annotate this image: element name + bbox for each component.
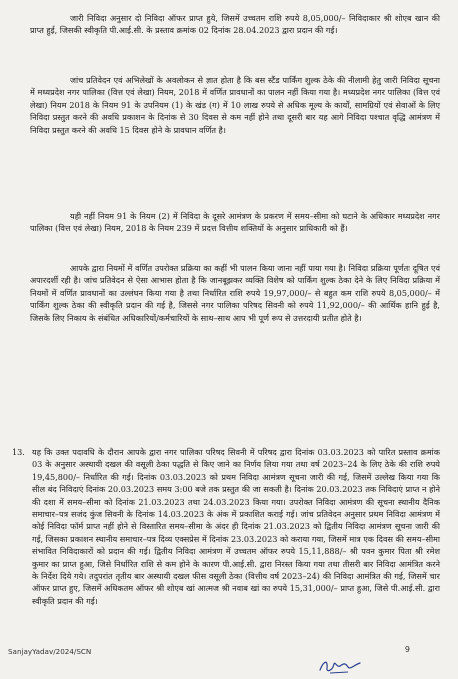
signature — [318, 656, 362, 676]
paragraph-inspection-findings: जांच प्रतिवेदन एवं अभिलेखों के अवलोकन से ज्ञात होता है कि बस स्टैंड पार्किंग शुल्क ठेके की नीलामी हेतु जारी निविदा सूचना में मध्यप्रदेश नगर पालिका (वित्त एवं लेखा) नियम, 2018 में वर्णित प्रावधानों का पालन नहीं किया गया है। मध्यप्रदेश नगर पालिका (वित्त एवं लेखा) नियम 2018 के नियम 91 के उपनियम (1) के खंड (ग) में 10 लाख रुपये से अधिक मूल्य के कार्यों, सामग्रियों एवं सेवाओं के लिए निविदा प्रस्तुत करने की अवधि प्रकाशन के दिनांक से 30 दिवस से कम नहीं होने तथा दूसरी बार यह आगे निविदा पश्चात वृद्धि आमंत्रण में निविदा प्रस्तुत करने की अवधि 15 दिवस होने के प्रावधान वर्णित है। — [30, 75, 440, 135]
item-13-text: यह कि उक्त पदावधि के दौरान आपके द्वारा नगर पालिका परिषद सिवनी में परिषद द्वारा दिनांक 03.03.2023 को पारित प्रस्ताव क्रमांक 03 के अनुसार अस्थायी दखल की वसूली ठेका पद्धति से किए जाने का निर्णय लिया गया तथा वर्ष 2023–24 के लिए ठेके की राशि रुपये 19,45,800/– निर्धारित की गई। दिनांक 03.03.2023 को प्रथम निविदा आमंत्रण सूचना जारी की गई, जिसमें उल्लेख किया गया कि सील बंद निविदाएं दिनांक 20.03.2023 समय 3:00 बजे तक प्रस्तुत की जा सकती है। दिनांक 20.03.2023 तक निविदाएं प्राप्त न होने की दशा में समय–सीमा को दिनांक 21.03.2023 तथा 24.03.2023 किया गया। उपरोक्त निविदा आमंत्रण की सूचना स्थानीय दैनिक समाचार–पत्र सजंद कुंज सिवनी के दिनांक 14.03.2023 के अंक में प्रकाशित कराई गई। जांच प्रतिवेदन अनुसार प्रथम निविदा आमंत्रण में कोई निविदा फॉर्म प्राप्त नहीं होने से विस्तारित समय–सीमा के अंदर ही दिनांक 21.03.2023 को द्वितीय निविदा आमंत्रण सूचना जारी की गई, जिसका प्रकाशन स्थानीय समाचार–पत्र दिव्य एक्सप्रेस में दिनांक 23.03.2023 को कराया गया, जिसमें मात्र एक दिवस की समय–सीमा संभावित निविदाकारों को प्रदान की गई। द्वितीय निविदा आमंत्रण में उच्चतम ऑफर रुपये 15,11,888/– श्री पवन कुमार पिता श्री रमेश कुमार का प्राप्त हुआ, जिसे निर्धारित राशि से कम होने के कारण पी.आई.सी. द्वारा निरस्त किया गया तथा तीसरी बार निविदा आमंत्रित करने के निर्देश दिये गये। तदुपरांत तृतीय बार अस्थायी दखल फीस वसूली ठेका (वित्तीय वर्ष 2023–24) की निविदा आमंत्रित की गई, जिसमें चार ऑफर प्राप्त हुए, जिसमें अधिकतम ऑफर श्री शोएब खां आत्मज श्री नवाब खां का रुपये 15,31,000/– प्राप्त हुआ, जिसे पी.आई.सी. द्वारा स्वीकृति प्रदान की गई। — [32, 447, 441, 606]
numbered-item-13 — [12, 446, 440, 607]
paragraph-tender-offers: जारी निविदा अनुसार दो निविदा ऑफर प्राप्त हुये, जिसमें उच्चतम राशि रुपये 8,05,000/– निविदाकार श्री शोएब खान की प्राप्त हुई, जिसकी स्वीकृति पी.आई.सी. के प्रस्ताव क्रमांक 02 दिनांक 28.04.2023 द्वारा प्रदान की गई। — [30, 13, 440, 36]
paragraph-financial-loss: आपके द्वारा नियमों में वर्णित उपरोक्त प्रक्रिया का कहीं भी पालन किया जाना नहीं पाया गया है। निविदा प्रक्रिया पूर्णतः दूषित एवं अपारदर्शी रही है। जांच प्रतिवेदन से ऐसा आभास होता है कि जानबूझकर व्यक्ति विशेष को पार्किंग शुल्क ठेका देने के लिए निविदा प्रक्रिया में नियमों में वर्णित प्रावधानों का उल्लंघन किया गया है तथा निर्धारित राशि रुपये 19,97,000/– से बहुत कम राशि रुपये 8,05,000/– में पार्किंग शुल्क ठेका की स्वीकृति प्रदान की गई है, जिससे नगर पालिका परिषद सिवनी को रुपये 11,92,000/– की आर्थिक हानि हुई है, जिसके लिए निकाय के संबंधित अधिकारियों/कर्मचारियों के साथ–साथ आप भी पूर्ण रूप से उत्तरदायी प्रतीत होते है। — [30, 263, 440, 323]
item-number: 13. — [12, 447, 25, 457]
paragraph-rule-91: यही नहीं नियम 91 के नियम (2) में निविदा के दूसरे आमंत्रण के प्रकरण में समय–सीमा को घटाने के अधिकार मध्यप्रदेश नगर पालिका (वित्त एवं लेखा) नियम, 2018 के नियम 239 में प्रदत्त वित्तीय शक्तियों के अनुसार प्राधिकारी को हैं। — [30, 211, 440, 234]
footer-reference: SanjayYadav/2024/SCN — [8, 647, 92, 656]
page-number: 9 — [404, 645, 410, 654]
